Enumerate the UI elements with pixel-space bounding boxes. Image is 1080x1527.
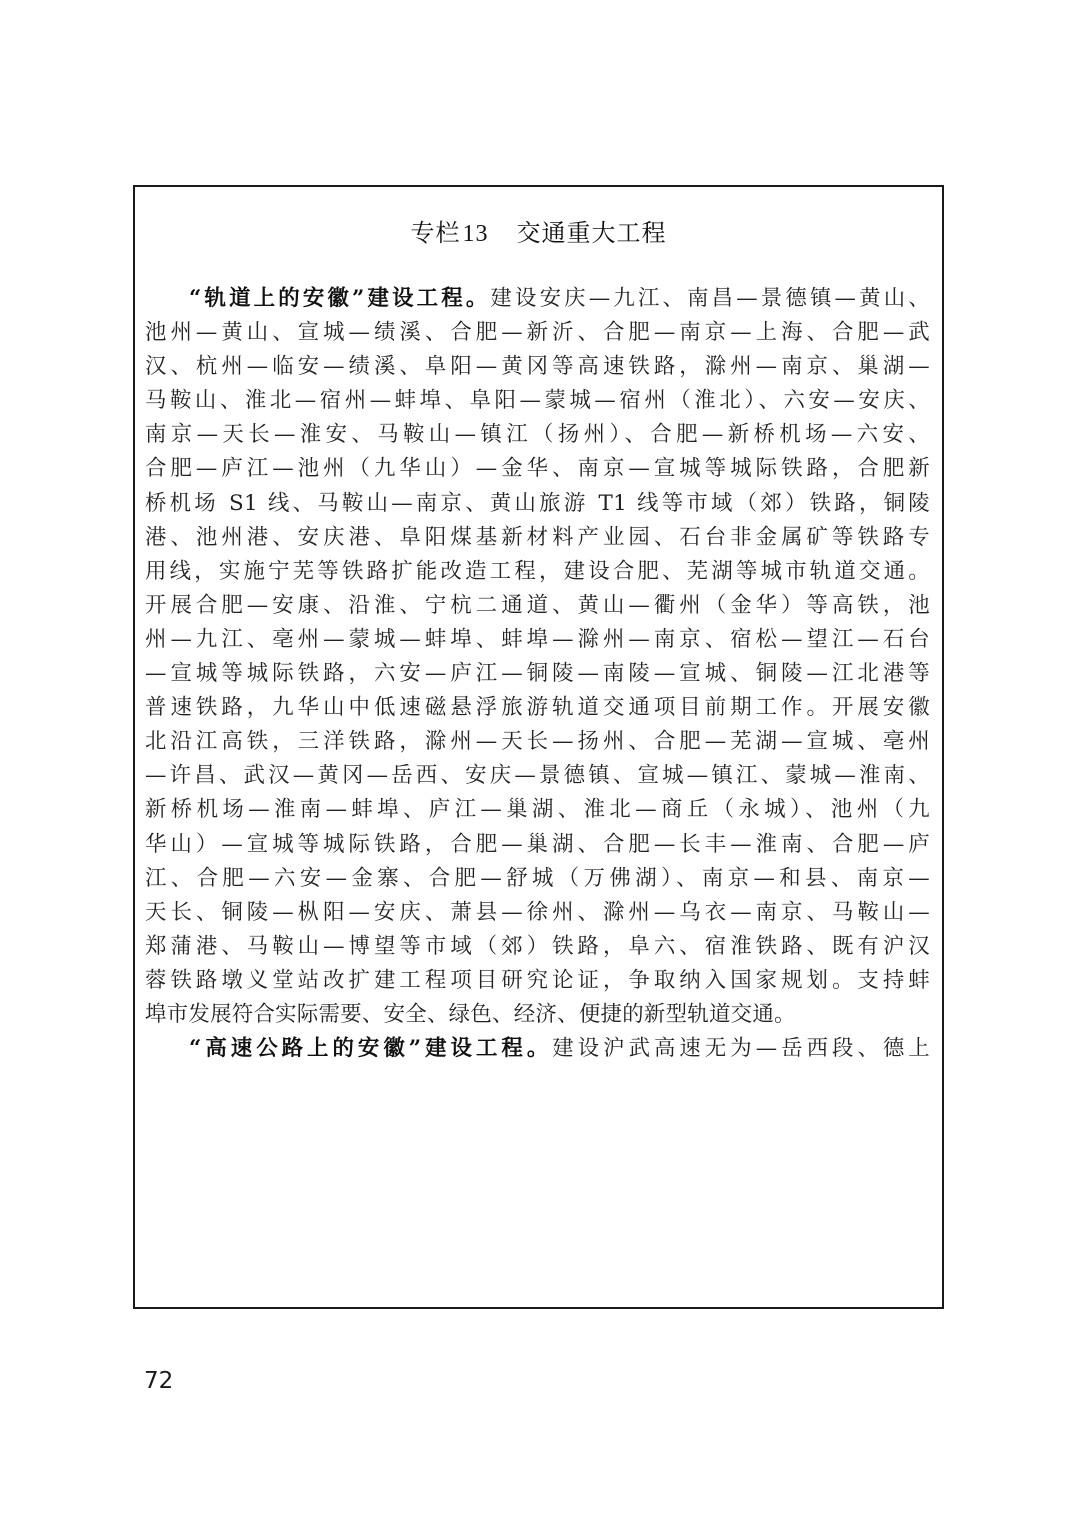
paragraph-rail-line: 江、合肥—六安—金寨、合肥—舒城（万佛湖）、南京—和县、南京— — [145, 865, 930, 891]
page-number: 72 — [144, 1368, 174, 1394]
paragraph-rail-line: 埠市发展符合实际需要、安全、绿色、经济、便捷的新型轨道交通。 — [145, 1001, 796, 1027]
box-title-prefix: 专栏 — [410, 219, 461, 247]
paragraph-rail-line: 郑蒲港、马鞍山—博望等市域（郊）铁路，阜六、宿淮铁路、既有沪汉 — [145, 933, 930, 959]
paragraph-rail-line: 州—九江、亳州—蒙城—蚌埠、蚌埠—滁州—南京、宿松—望江—石台 — [145, 626, 930, 652]
paragraph-rail-line: —宣城等城际铁路，六安—庐江—铜陵—南陵—宣城、铜陵—江北港等 — [145, 661, 930, 687]
paragraph-rail-line: 蓉铁路墩义堂站改扩建工程项目研究论证，争取纳入国家规划。支持蚌 — [145, 967, 930, 993]
paragraph-rail-line: 马鞍山、淮北—宿州—蚌埠、阜阳—蒙城—宿州（淮北）、六安—安庆、 — [145, 388, 930, 414]
box-title — [135, 213, 942, 248]
paragraph-rail-line: 普速铁路，九华山中低速磁悬浮旅游轨道交通项目前期工作。开展安徽 — [145, 695, 930, 721]
paragraph-rail-line: 桥机场 S1 线、马鞍山—南京、黄山旅游 T1 线等市域（郊）铁路，铜陵 — [145, 490, 930, 516]
paragraph-rail-line: 用线，实施宁芜等铁路扩能改造工程，建设合肥、芜湖等城市轨道交通。 — [145, 558, 930, 584]
paragraph-rail-line: 北沿江高铁，三洋铁路，滁州—天长—扬州、合肥—芜湖—宣城、亳州 — [145, 729, 930, 755]
paragraph-rail-line: 开展合肥—安康、沿淮、宁杭二通道、黄山—衢州（金华）等高铁，池 — [145, 592, 930, 618]
paragraph-rail-line: 华山）—宣城等城际铁路，合肥—巢湖、合肥—长丰—淮南、合肥—庐 — [145, 831, 930, 857]
paragraph-rail-line: 新桥机场—淮南—蚌埠、庐江—巢湖、淮北—商丘（永城）、池州（九 — [145, 797, 930, 823]
paragraph-heading-rail: “轨道上的安徽”建设工程。 — [189, 286, 491, 311]
paragraph-rail-line: 南京—天长—淮安、马鞍山—镇江（扬州）、合肥—新桥机场—六安、 — [145, 422, 930, 448]
paragraph-rail-line: 汉、杭州—临安—绩溪、阜阳—黄冈等高速铁路，滁州—南京、巢湖— — [145, 354, 930, 380]
paragraph-rail-line: 港、池州港、安庆港、阜阳煤基新材料产业园、石台非金属矿等铁路专 — [145, 524, 930, 550]
box-title-text: 交通重大工程 — [516, 219, 667, 247]
paragraph-rail-line: 合肥—庐江—池州（九华山）—金华、南京—宣城等城际铁路，合肥新 — [145, 456, 930, 482]
paragraph-highway-line: “高速公路上的安徽”建设工程。建设沪武高速无为—岳西段、德上 — [189, 1036, 930, 1062]
box-body — [145, 282, 930, 1066]
box-title-number: 13 — [462, 221, 489, 247]
feature-box — [133, 185, 944, 1309]
paragraph-rail-line: —许昌、武汉—黄冈—岳西、安庆—景德镇、宣城—镇江、蒙城—淮南、 — [145, 763, 930, 789]
paragraph-rail-line: 天长、铜陵—枞阳—安庆、萧县—徐州、滁州—乌衣—南京、马鞍山— — [145, 899, 930, 925]
paragraph-rail-line: “轨道上的安徽”建设工程。建设安庆—九江、南昌—景德镇—黄山、 — [189, 286, 930, 311]
paragraph-rail-line: 池州—黄山、宣城—绩溪、合肥—新沂、合肥—南京—上海、合肥—武 — [145, 320, 930, 346]
paragraph-heading-highway: “高速公路上的安徽”建设工程。 — [189, 1036, 553, 1062]
